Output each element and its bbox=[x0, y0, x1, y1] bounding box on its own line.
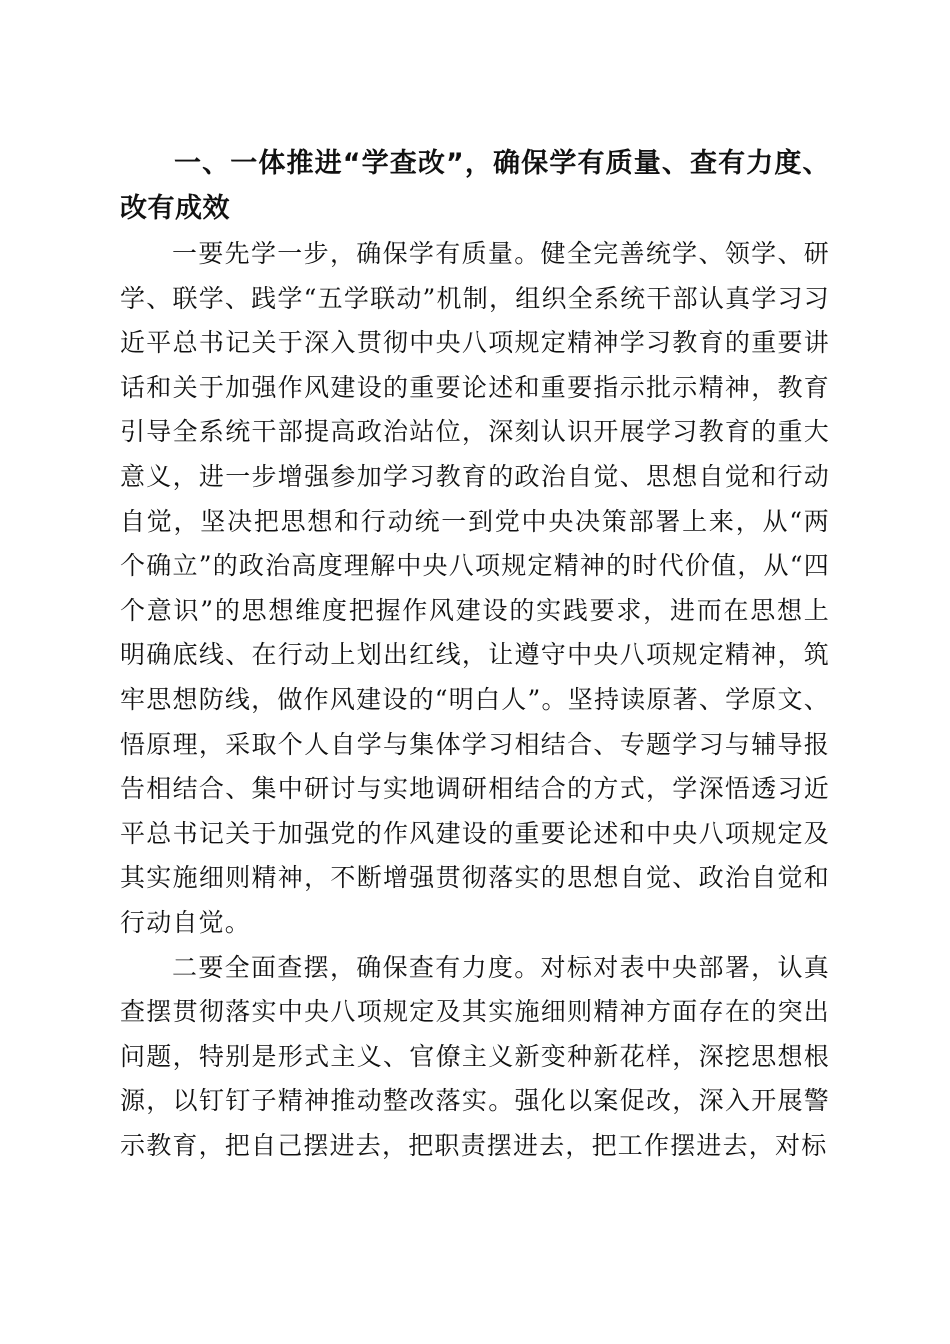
paragraph-inspect: 二要全面查摆，确保查有力度。对标对表中央部署，认真查摆贯彻落实中央八项规定及其实施细则精神方面存在的突出问题，特别是形式主义、官僚主义新变种新花样，深挖思想根源，以钉钉子精神推动整改落实。强化以案促改，深入开展警示教育，把自己摆进去，把职责摆进去，把工作摆进去，对标 bbox=[120, 952, 830, 1160]
paragraph-study: 一要先学一步，确保学有质量。健全完善统学、领学、研学、联学、践学“五学联动”机制，组织全系统干部认真学习习近平总书记关于深入贯彻中央八项规定精神学习教育的重要讲话和关于加强作风建设的重要论述和重要指示批示精神，教育引导全系统干部提高政治站位，深刻认识开展学习教育的重大意义，进一步增强参加学习教育的政治自觉、思想自觉和行动自觉，坚决把思想和行动统一到党中央决策部署上来，从“两个确立”的政治高度理解中央八项规定精神的时代价值，从“四个意识”的思想维度把握作风建设的实践要求，进而在思想上明确底线、在行动上划出红线，让遵守中央八项规定精神，筑牢思想防线，做作风建设的“明白人”。坚持读原著、学原文、悟原理，采取个人自学与集体学习相结合、专题学习与辅导报告相结合、集中研讨与实地调研相结合的方式，学深悟透习近平总书记关于加强党的作风建设的重要论述和中央八项规定及其实施细则精神，不断增强贯彻落实的思想自觉、政治自觉和行动自觉。 bbox=[120, 239, 830, 937]
section-heading: 一、一体推进“学查改”，确保学有质量、查有力度、改有成效 bbox=[120, 148, 830, 224]
document-body bbox=[120, 141, 830, 1168]
